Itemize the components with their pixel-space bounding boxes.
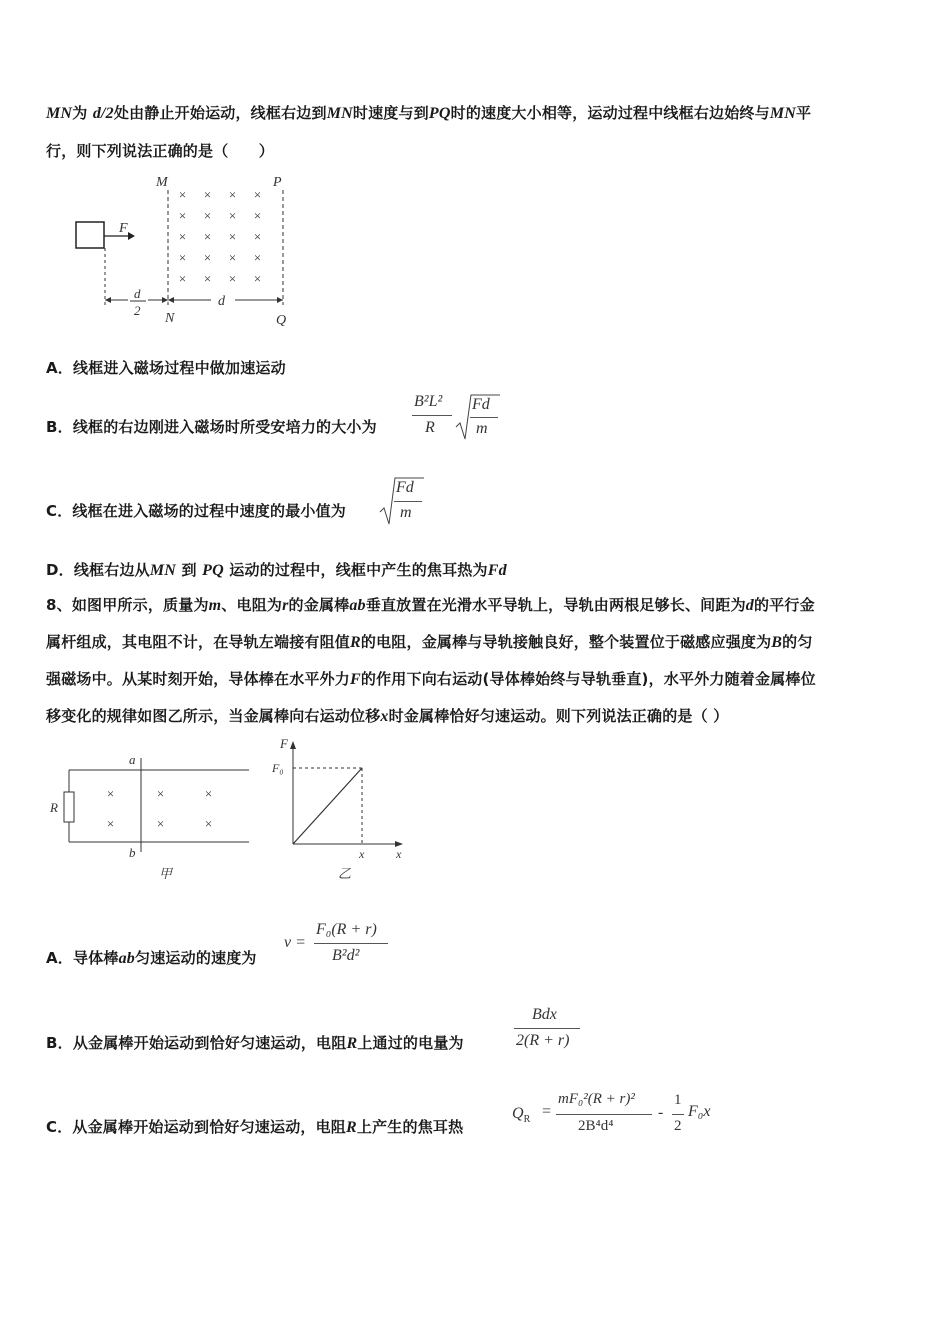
formula-eq: = (542, 1103, 552, 1120)
formula-rad-num: Fd (396, 479, 414, 496)
force-line (293, 768, 362, 844)
label-d: d (218, 294, 225, 309)
q8-text: 8、如图甲所示，质量为 (46, 596, 209, 614)
formula-den: 2(R + r) (516, 1032, 570, 1049)
field-cross: × (228, 187, 237, 202)
field-cross: × (156, 786, 165, 801)
field-cross: × (228, 208, 237, 223)
field-cross: × (203, 229, 212, 244)
q8-stem-line4 (46, 705, 728, 726)
field-cross: × (228, 271, 237, 286)
field-cross: × (204, 786, 213, 801)
fd-label: Fd (487, 562, 507, 579)
q-symbol: Q (512, 1105, 524, 1122)
q7-text: 到 (181, 561, 197, 579)
d-half: d/2 (92, 105, 114, 122)
q8-text: 的平行金 (753, 596, 815, 614)
field-cross: × (106, 816, 115, 831)
q8-option-a (46, 947, 257, 968)
field-cross: × (203, 271, 212, 286)
field-cross: × (204, 816, 213, 831)
field-cross: × (178, 187, 187, 202)
q7-stem-line2: 行，则下列说法正确的是（ ） (46, 142, 275, 160)
label-F: F (280, 736, 288, 751)
q8-text: A．导体棒 (46, 949, 119, 967)
field-cross: × (253, 208, 262, 223)
var-R: R (350, 634, 361, 651)
formula-minus: - (658, 1104, 664, 1121)
q8-text: 移变化的规律如图乙所示，当金属棒向右运动位移 (46, 707, 381, 725)
var-ab: ab (118, 950, 136, 967)
q8-text: 垂直放置在光滑水平导轨上，导轨由两根足够长、间距为 (365, 596, 746, 614)
wire-loop (76, 222, 104, 248)
field-cross: × (178, 271, 187, 286)
var-x: x (380, 708, 389, 725)
var-B: B (771, 634, 783, 651)
formula-v: v = (284, 934, 306, 951)
mn-label: MN (769, 105, 797, 122)
label-N: N (165, 311, 175, 326)
q7-option-d (46, 559, 507, 580)
q8-text: 属杆组成，其电阻不计，在导轨左端接有阻值 (46, 633, 351, 651)
q8-text: C．从金属棒开始运动到恰好匀速运动，电阻 (46, 1118, 347, 1136)
label-P: P (273, 175, 282, 190)
q8-text: 上通过的电量为 (357, 1034, 464, 1052)
q7-text: 时速度与到 (352, 104, 429, 122)
label-x-axis: x (396, 847, 402, 861)
label-a: a (129, 752, 136, 767)
q8-figure-a (44, 740, 259, 890)
q7-figure (68, 170, 308, 330)
field-cross: × (253, 250, 262, 265)
mn-label: MN (326, 105, 353, 122)
formula-half-num: 1 (674, 1092, 682, 1108)
label-M: M (156, 175, 168, 190)
q7-option-b-formula (410, 393, 500, 443)
q8-text: 时金属棒恰好匀速运动。则下列说法正确的是（ ） (388, 707, 729, 725)
q8-text: 的电阻，金属棒与导轨接触良好，整个装置位于磁感应强度为 (360, 633, 772, 651)
formula-rad-den: m (476, 420, 488, 437)
formula-den: B²d² (332, 947, 360, 964)
q7-option-a: A．线框进入磁场过程中做加速运动 (46, 359, 286, 377)
q7-stem-line1 (46, 102, 811, 123)
q7-text: 平 (796, 104, 812, 122)
field-cross: × (203, 250, 212, 265)
q7-text: 时的速度大小相等，运动过程中线框右边始终与 (450, 104, 770, 122)
field-cross: × (253, 187, 262, 202)
formula-num: Bdx (532, 1006, 557, 1023)
field-cross: × (228, 229, 237, 244)
field-cross: × (156, 816, 165, 831)
formula-tail: F₀x (688, 1103, 711, 1120)
pq-label: PQ (428, 105, 451, 122)
q8-option-a-formula (284, 921, 394, 973)
q7-text: 处由静止开始运动，线框右边到 (113, 104, 327, 122)
formula-half-den: 2 (674, 1118, 682, 1134)
label-R: R (50, 800, 58, 815)
q7-option-b: B．线框的右边刚进入磁场时所受安培力的大小为 (46, 418, 377, 436)
magnetic-field-crosses (178, 187, 262, 286)
q8-text: 上产生的焦耳热 (356, 1118, 464, 1136)
q7-option-c: C．线框在进入磁场的过程中速度的最小值为 (46, 502, 347, 520)
mn-label: MN (149, 562, 177, 579)
q8-text: 的作用下向右运动(导体棒始终与导轨垂直)，水平外力随着金属棒位 (360, 670, 816, 688)
formula-q (512, 1105, 530, 1125)
q-subscript: R (523, 1114, 531, 1126)
q8-text: 匀速运动的速度为 (135, 949, 257, 967)
q8-option-b (46, 1032, 464, 1053)
formula-den: 2B⁴d⁴ (578, 1118, 614, 1134)
q8-option-b-formula (512, 1006, 592, 1058)
mn-label: MN (46, 105, 73, 122)
force-arrow-icon (128, 232, 135, 240)
field-cross: × (228, 250, 237, 265)
q8-figure-b (268, 736, 418, 886)
var-R: R (346, 1035, 358, 1052)
q8-text: B．从金属棒开始运动到恰好匀速运动，电阻 (46, 1034, 347, 1052)
field-cross: × (178, 208, 187, 223)
label-Q: Q (276, 313, 287, 328)
q7-text: 为 (72, 104, 88, 122)
field-cross: × (203, 187, 212, 202)
var-ab: ab (349, 597, 366, 614)
q8-option-c-formula (512, 1090, 722, 1146)
var-m: m (208, 597, 222, 614)
label-half-den: 2 (134, 303, 141, 318)
q8-stem-line1 (46, 594, 815, 615)
formula-num: mF₀²(R + r)² (558, 1091, 635, 1107)
var-R: R (346, 1119, 357, 1136)
label-b: b (129, 845, 136, 860)
resistor (64, 792, 74, 822)
label-F: F (119, 221, 128, 236)
caption-yi: 乙 (338, 866, 352, 881)
field-cross: × (253, 271, 262, 286)
q8-text: 、电阻为 (221, 596, 283, 614)
field-cross: × (253, 229, 262, 244)
caption-jia: 甲 (159, 866, 173, 881)
label-x-tick: x (359, 847, 365, 861)
q8-option-c (46, 1116, 463, 1137)
field-cross: × (106, 786, 115, 801)
magnetic-field-crosses (106, 786, 213, 831)
q8-text: 的金属棒 (288, 596, 350, 614)
var-F: F (350, 671, 361, 688)
pq-label: PQ (202, 562, 224, 579)
q7-text: 运动的过程中，线框中产生的焦耳热为 (229, 561, 488, 579)
field-cross: × (203, 208, 212, 223)
q8-text: 的匀 (782, 633, 813, 651)
q7-text: D．线框右边从 (46, 561, 150, 579)
formula-rad-num: Fd (472, 396, 490, 413)
var-r: r (282, 597, 289, 614)
formula-num: B²L² (414, 393, 443, 410)
formula-rad-den: m (400, 504, 412, 521)
var-d: d (745, 597, 754, 614)
field-cross: × (178, 229, 187, 244)
q8-text: 强磁场中。从某时刻开始，导体棒在水平外力 (46, 670, 351, 688)
formula-num: F₀(R + r) (316, 921, 377, 938)
q7-option-c-formula (378, 476, 438, 528)
q8-stem-line2 (46, 631, 813, 652)
field-cross: × (178, 250, 187, 265)
formula-den: R (425, 419, 435, 436)
q8-stem-line3 (46, 668, 816, 689)
label-F0: F₀ (272, 761, 284, 775)
label-half-num: d (134, 286, 141, 301)
